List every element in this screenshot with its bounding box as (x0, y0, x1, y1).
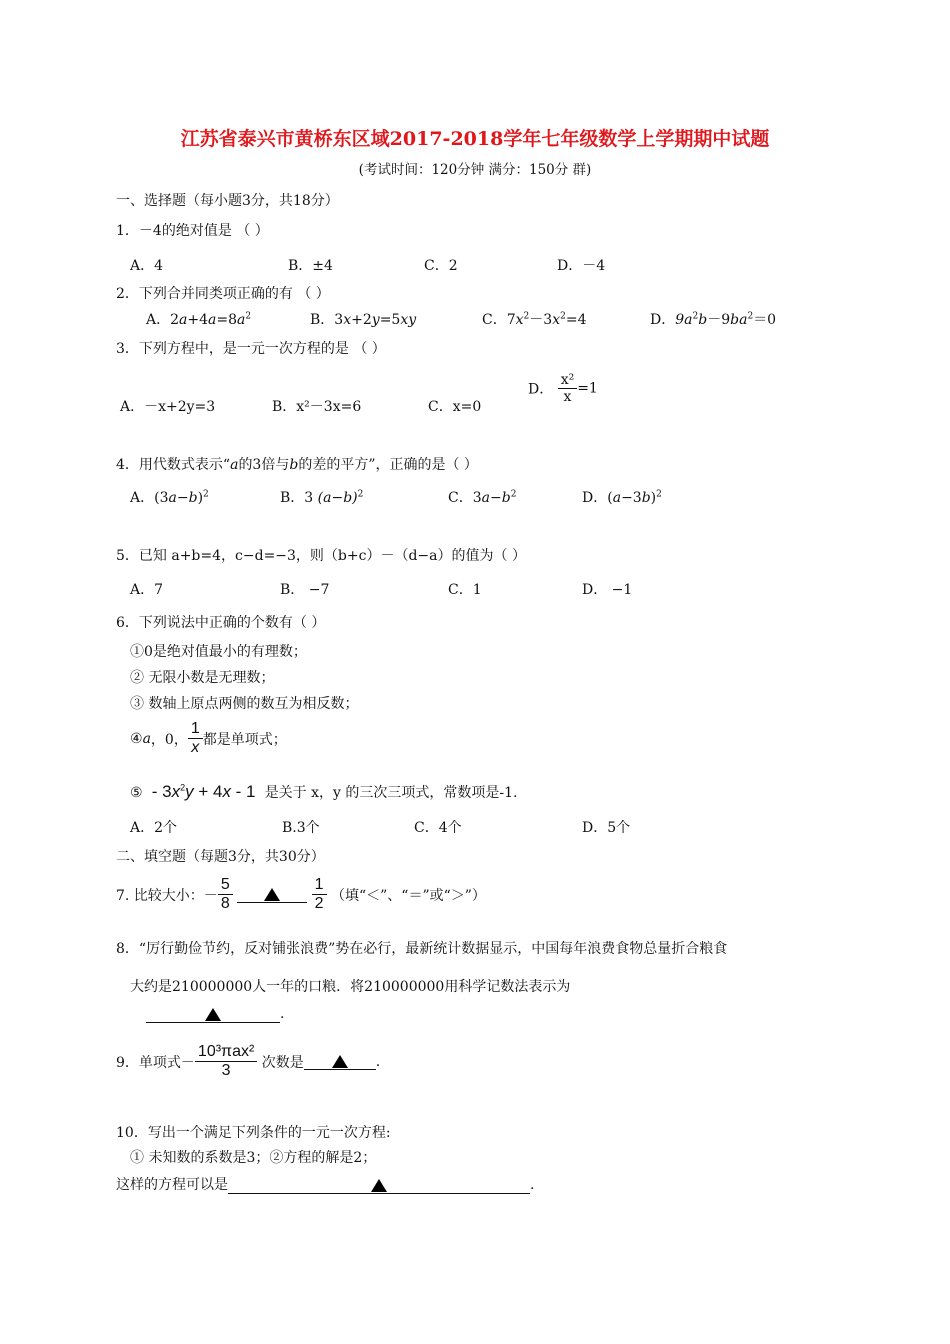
q2-option-d: D．$9a^2b-9ba^2=0$ (650, 311, 777, 328)
q6-fraction: $\frac{1}{x}$ (188, 720, 203, 758)
q5-option-a: A．7 (130, 582, 164, 598)
q4-option-b: B．3 $(a-b)^2$ (280, 489, 364, 506)
q5-option-b: B． −7 (280, 582, 330, 598)
q8-answer: . (146, 1006, 284, 1023)
q3-option-a: A．－x+2y=3 (120, 399, 216, 415)
q9: 9．单项式－ $\frac{\text{10³πax²}}{3}$ 次数是 . (116, 1043, 381, 1080)
triangle-icon (264, 888, 280, 901)
exam-info: (考试时间：120分钟 满分：150分 群) (358, 162, 592, 178)
q5-option-d: D． −1 (582, 582, 633, 598)
q7-fraction-1: $\frac{5}{8}$ (218, 876, 233, 914)
q3-option-b: B．x²－3x=6 (272, 399, 362, 415)
q4-option-a: A．$(3a-b)^2$ (130, 489, 209, 506)
q9-answer-blank[interactable] (304, 1053, 376, 1070)
section-2-heading: 二、填空题（每题3分，共30分） (116, 849, 325, 865)
q6-option-d: D．5个 (582, 820, 631, 836)
q6-statement-2: ② 无限小数是无理数； (130, 670, 275, 686)
q4-option-c: C．$3a-b^2$ (448, 489, 517, 506)
q4-stem: 4．用代数式表示“a的3倍与b的差的平方”，正确的是（ ） (116, 457, 478, 473)
q10-answer: 这样的方程可以是 . (116, 1177, 535, 1193)
q10-line-2: ① 未知数的系数是3；②方程的解是2； (130, 1150, 377, 1166)
q3-stem: 3．下列方程中，是一元一次方程的是 （ ） (116, 341, 386, 357)
q5-option-c: C．1 (448, 582, 482, 598)
q6-option-c: C．4个 (414, 820, 462, 836)
q7-answer-blank[interactable] (237, 886, 307, 903)
section-1-heading: 一、选择题（每小题3分，共18分） (116, 193, 339, 209)
q6-polynomial: - $3x^2y + 4x - 1$ (147, 782, 261, 801)
q1-option-c: C．2 (424, 258, 458, 274)
q8-line-2: 大约是210000000人一年的口粮．将210000000用科学记数法表示为 (130, 979, 571, 995)
page-title: 江苏省泰兴市黄桥东区域2017-2018学年七年级数学上学期期中试题 (180, 128, 770, 150)
q6-option-b: B.3个 (282, 820, 320, 836)
q2-option-b: B．3x+2y=5xy (310, 312, 417, 328)
q2-stem: 2．下列合并同类项正确的有 （ ） (116, 286, 330, 302)
q8-answer-blank[interactable] (146, 1006, 280, 1023)
q6-statement-3: ③ 数轴上原点两侧的数互为相反数； (130, 696, 359, 712)
triangle-icon (371, 1179, 387, 1192)
q2-option-a: A．$2a+4a=8a^2$ (146, 311, 252, 328)
q2-option-c: C．$7x^2-3x^2=4$ (482, 311, 587, 328)
q5-stem: 5．已知 a+b=4，c−d=−3，则（b+c）－（d−a）的值为（ ） (116, 548, 526, 564)
q6-stem: 6．下列说法中正确的个数有（ ） (116, 615, 326, 631)
q9-fraction: $\frac{\text{10³πax²}}{3}$ (195, 1043, 257, 1081)
q8-line-1: 8．“厉行勤俭节约，反对铺张浪费”势在必行，最新统计数据显示，中国每年浪费食物总量折合粮食 (116, 941, 728, 957)
q4-option-d: D．$(a-3b)^2$ (582, 489, 662, 506)
q3-option-c: C．x=0 (428, 399, 482, 415)
q1-option-d: D．－4 (557, 258, 606, 274)
q1-option-b: B．±4 (288, 258, 333, 274)
q3-option-d: D． $\frac{\text{x²}}{x}$ =1 (528, 372, 598, 406)
q10-answer-blank[interactable] (228, 1177, 530, 1194)
q7: 7. 比较大小：－ $\frac{5}{8}$ $\frac{1}{2}$ （填“＜”、“＝”或“＞”） (116, 876, 486, 913)
q1-option-a: A．4 (130, 258, 164, 274)
q6-statement-5: ⑤ - $3x^2y + 4x - 1$ 是关于 x，y 的三次三项式，常数项是-1. (130, 782, 518, 801)
q1-stem: 1．－4的绝对值是 （ ） (116, 223, 269, 239)
q10-line-1: 10．写出一个满足下列条件的一元一次方程: (116, 1125, 391, 1141)
q6-statement-1: ①0是绝对值最小的有理数； (130, 644, 307, 660)
q6-statement-4: ④a，0， $\frac{1}{x}$ 都是单项式； (130, 720, 287, 757)
triangle-icon (205, 1008, 221, 1021)
q6-option-a: A．2个 (130, 820, 178, 836)
q3-fraction: $\frac{\text{x²}}{x}$ (558, 372, 578, 405)
triangle-icon (332, 1055, 348, 1068)
q7-fraction-2: $\frac{1}{2}$ (312, 876, 327, 914)
